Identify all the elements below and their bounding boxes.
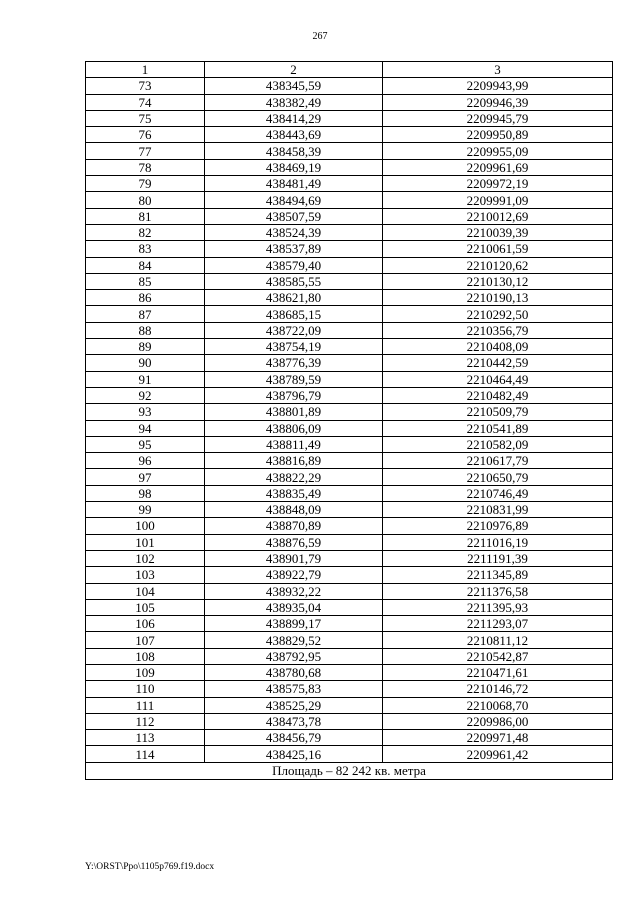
y-coordinate-cell: 2210617,79 bbox=[383, 453, 613, 469]
x-coordinate-cell: 438685,15 bbox=[205, 306, 383, 322]
header-cell-y: 3 bbox=[383, 62, 613, 78]
x-coordinate-cell: 438901,79 bbox=[205, 550, 383, 566]
x-coordinate-cell: 438922,79 bbox=[205, 567, 383, 583]
table-row bbox=[86, 339, 613, 355]
point-number-cell: 105 bbox=[86, 599, 205, 615]
y-coordinate-cell: 2210509,79 bbox=[383, 404, 613, 420]
point-number-cell: 93 bbox=[86, 404, 205, 420]
x-coordinate-cell: 438876,59 bbox=[205, 534, 383, 550]
file-path-footer: Y:\ORST\Ppo\1105p769.f19.docx bbox=[85, 862, 215, 872]
x-coordinate-cell: 438585,55 bbox=[205, 273, 383, 289]
table-row bbox=[86, 127, 613, 143]
x-coordinate-cell: 438579,40 bbox=[205, 257, 383, 273]
table-row bbox=[86, 502, 613, 518]
x-coordinate-cell: 438754,19 bbox=[205, 339, 383, 355]
table-row bbox=[86, 518, 613, 534]
point-number-cell: 83 bbox=[86, 241, 205, 257]
x-coordinate-cell: 438935,04 bbox=[205, 599, 383, 615]
point-number-cell: 84 bbox=[86, 257, 205, 273]
y-coordinate-cell: 2209943,99 bbox=[383, 78, 613, 94]
table-row bbox=[86, 713, 613, 729]
y-coordinate-cell: 2210130,12 bbox=[383, 273, 613, 289]
x-coordinate-cell: 438932,22 bbox=[205, 583, 383, 599]
table-row bbox=[86, 550, 613, 566]
y-coordinate-cell: 2210471,61 bbox=[383, 664, 613, 680]
point-number-cell: 76 bbox=[86, 127, 205, 143]
x-coordinate-cell: 438806,09 bbox=[205, 420, 383, 436]
table-row bbox=[86, 273, 613, 289]
point-number-cell: 74 bbox=[86, 94, 205, 110]
table-row bbox=[86, 224, 613, 240]
x-coordinate-cell: 438525,29 bbox=[205, 697, 383, 713]
table-row bbox=[86, 110, 613, 126]
x-coordinate-cell: 438835,49 bbox=[205, 485, 383, 501]
x-coordinate-cell: 438801,89 bbox=[205, 404, 383, 420]
table-row bbox=[86, 648, 613, 664]
y-coordinate-cell: 2209991,09 bbox=[383, 192, 613, 208]
table-row bbox=[86, 599, 613, 615]
header-cell-point-number: 1 bbox=[86, 62, 205, 78]
y-coordinate-cell: 2210976,89 bbox=[383, 518, 613, 534]
table-row bbox=[86, 469, 613, 485]
table-row bbox=[86, 730, 613, 746]
point-number-cell: 97 bbox=[86, 469, 205, 485]
table-row bbox=[86, 192, 613, 208]
y-coordinate-cell: 2210541,89 bbox=[383, 420, 613, 436]
y-coordinate-cell: 2210831,99 bbox=[383, 502, 613, 518]
point-number-cell: 73 bbox=[86, 78, 205, 94]
y-coordinate-cell: 2210482,49 bbox=[383, 387, 613, 403]
y-coordinate-cell: 2210464,49 bbox=[383, 371, 613, 387]
table-row bbox=[86, 453, 613, 469]
x-coordinate-cell: 438796,79 bbox=[205, 387, 383, 403]
x-coordinate-cell: 438870,89 bbox=[205, 518, 383, 534]
point-number-cell: 91 bbox=[86, 371, 205, 387]
table-row bbox=[86, 697, 613, 713]
point-number-cell: 109 bbox=[86, 664, 205, 680]
x-coordinate-cell: 438789,59 bbox=[205, 371, 383, 387]
x-coordinate-cell: 438899,17 bbox=[205, 616, 383, 632]
x-coordinate-cell: 438792,95 bbox=[205, 648, 383, 664]
x-coordinate-cell: 438822,29 bbox=[205, 469, 383, 485]
table-header-row bbox=[86, 62, 613, 78]
x-coordinate-cell: 438848,09 bbox=[205, 502, 383, 518]
y-coordinate-cell: 2210442,59 bbox=[383, 355, 613, 371]
y-coordinate-cell: 2210292,50 bbox=[383, 306, 613, 322]
x-coordinate-cell: 438414,29 bbox=[205, 110, 383, 126]
point-number-cell: 111 bbox=[86, 697, 205, 713]
y-coordinate-cell: 2210408,09 bbox=[383, 339, 613, 355]
x-coordinate-cell: 438425,16 bbox=[205, 746, 383, 762]
point-number-cell: 113 bbox=[86, 730, 205, 746]
y-coordinate-cell: 2209971,48 bbox=[383, 730, 613, 746]
point-number-cell: 85 bbox=[86, 273, 205, 289]
x-coordinate-cell: 438811,49 bbox=[205, 436, 383, 452]
header-cell-x: 2 bbox=[205, 62, 383, 78]
point-number-cell: 104 bbox=[86, 583, 205, 599]
y-coordinate-cell: 2210542,87 bbox=[383, 648, 613, 664]
point-number-cell: 77 bbox=[86, 143, 205, 159]
point-number-cell: 100 bbox=[86, 518, 205, 534]
table-row bbox=[86, 241, 613, 257]
point-number-cell: 89 bbox=[86, 339, 205, 355]
table-row bbox=[86, 322, 613, 338]
x-coordinate-cell: 438829,52 bbox=[205, 632, 383, 648]
point-number-cell: 88 bbox=[86, 322, 205, 338]
y-coordinate-cell: 2211395,93 bbox=[383, 599, 613, 615]
point-number-cell: 92 bbox=[86, 387, 205, 403]
x-coordinate-cell: 438780,68 bbox=[205, 664, 383, 680]
x-coordinate-cell: 438524,39 bbox=[205, 224, 383, 240]
x-coordinate-cell: 438816,89 bbox=[205, 453, 383, 469]
point-number-cell: 101 bbox=[86, 534, 205, 550]
y-coordinate-cell: 2209986,00 bbox=[383, 713, 613, 729]
point-number-cell: 103 bbox=[86, 567, 205, 583]
point-number-cell: 107 bbox=[86, 632, 205, 648]
x-coordinate-cell: 438494,69 bbox=[205, 192, 383, 208]
x-coordinate-cell: 438575,83 bbox=[205, 681, 383, 697]
table-row bbox=[86, 78, 613, 94]
y-coordinate-cell: 2210582,09 bbox=[383, 436, 613, 452]
table-row bbox=[86, 632, 613, 648]
x-coordinate-cell: 438345,59 bbox=[205, 78, 383, 94]
y-coordinate-cell: 2209961,42 bbox=[383, 746, 613, 762]
point-number-cell: 112 bbox=[86, 713, 205, 729]
table-row bbox=[86, 257, 613, 273]
y-coordinate-cell: 2211016,19 bbox=[383, 534, 613, 550]
coordinates-table-body bbox=[86, 62, 613, 780]
y-coordinate-cell: 2211191,39 bbox=[383, 550, 613, 566]
point-number-cell: 108 bbox=[86, 648, 205, 664]
table-row bbox=[86, 664, 613, 680]
y-coordinate-cell: 2211376,58 bbox=[383, 583, 613, 599]
y-coordinate-cell: 2210068,70 bbox=[383, 697, 613, 713]
table-row bbox=[86, 290, 613, 306]
table-row bbox=[86, 94, 613, 110]
table-row bbox=[86, 355, 613, 371]
point-number-cell: 86 bbox=[86, 290, 205, 306]
table-row bbox=[86, 534, 613, 550]
point-number-cell: 90 bbox=[86, 355, 205, 371]
y-coordinate-cell: 2210811,12 bbox=[383, 632, 613, 648]
point-number-cell: 80 bbox=[86, 192, 205, 208]
x-coordinate-cell: 438469,19 bbox=[205, 159, 383, 175]
table-row bbox=[86, 681, 613, 697]
x-coordinate-cell: 438458,39 bbox=[205, 143, 383, 159]
x-coordinate-cell: 438382,49 bbox=[205, 94, 383, 110]
y-coordinate-cell: 2210012,69 bbox=[383, 208, 613, 224]
y-coordinate-cell: 2210650,79 bbox=[383, 469, 613, 485]
point-number-cell: 95 bbox=[86, 436, 205, 452]
x-coordinate-cell: 438722,09 bbox=[205, 322, 383, 338]
table-row bbox=[86, 371, 613, 387]
y-coordinate-cell: 2210746,49 bbox=[383, 485, 613, 501]
point-number-cell: 99 bbox=[86, 502, 205, 518]
coordinates-table bbox=[85, 61, 613, 780]
y-coordinate-cell: 2209955,09 bbox=[383, 143, 613, 159]
table-row bbox=[86, 436, 613, 452]
y-coordinate-cell: 2209950,89 bbox=[383, 127, 613, 143]
point-number-cell: 106 bbox=[86, 616, 205, 632]
table-row bbox=[86, 387, 613, 403]
x-coordinate-cell: 438443,69 bbox=[205, 127, 383, 143]
table-row bbox=[86, 616, 613, 632]
y-coordinate-cell: 2209972,19 bbox=[383, 176, 613, 192]
point-number-cell: 96 bbox=[86, 453, 205, 469]
point-number-cell: 81 bbox=[86, 208, 205, 224]
table-row bbox=[86, 143, 613, 159]
y-coordinate-cell: 2210356,79 bbox=[383, 322, 613, 338]
point-number-cell: 98 bbox=[86, 485, 205, 501]
point-number-cell: 82 bbox=[86, 224, 205, 240]
y-coordinate-cell: 2209946,39 bbox=[383, 94, 613, 110]
point-number-cell: 79 bbox=[86, 176, 205, 192]
x-coordinate-cell: 438456,79 bbox=[205, 730, 383, 746]
x-coordinate-cell: 438621,80 bbox=[205, 290, 383, 306]
table-row bbox=[86, 404, 613, 420]
x-coordinate-cell: 438481,49 bbox=[205, 176, 383, 192]
x-coordinate-cell: 438507,59 bbox=[205, 208, 383, 224]
y-coordinate-cell: 2211345,89 bbox=[383, 567, 613, 583]
page-number: 267 bbox=[312, 31, 328, 42]
table-row bbox=[86, 420, 613, 436]
y-coordinate-cell: 2211293,07 bbox=[383, 616, 613, 632]
y-coordinate-cell: 2209961,69 bbox=[383, 159, 613, 175]
point-number-cell: 110 bbox=[86, 681, 205, 697]
point-number-cell: 102 bbox=[86, 550, 205, 566]
table-row bbox=[86, 567, 613, 583]
table-row bbox=[86, 746, 613, 762]
y-coordinate-cell: 2209945,79 bbox=[383, 110, 613, 126]
table-row bbox=[86, 583, 613, 599]
y-coordinate-cell: 2210120,62 bbox=[383, 257, 613, 273]
table-row bbox=[86, 208, 613, 224]
x-coordinate-cell: 438776,39 bbox=[205, 355, 383, 371]
point-number-cell: 114 bbox=[86, 746, 205, 762]
area-summary-row bbox=[86, 762, 613, 779]
table-row bbox=[86, 306, 613, 322]
table-row bbox=[86, 176, 613, 192]
area-summary-cell: Площадь – 82 242 кв. метра bbox=[86, 762, 613, 779]
table-row bbox=[86, 159, 613, 175]
point-number-cell: 87 bbox=[86, 306, 205, 322]
y-coordinate-cell: 2210146,72 bbox=[383, 681, 613, 697]
point-number-cell: 78 bbox=[86, 159, 205, 175]
y-coordinate-cell: 2210039,39 bbox=[383, 224, 613, 240]
y-coordinate-cell: 2210061,59 bbox=[383, 241, 613, 257]
x-coordinate-cell: 438537,89 bbox=[205, 241, 383, 257]
y-coordinate-cell: 2210190,13 bbox=[383, 290, 613, 306]
table-row bbox=[86, 485, 613, 501]
point-number-cell: 75 bbox=[86, 110, 205, 126]
point-number-cell: 94 bbox=[86, 420, 205, 436]
x-coordinate-cell: 438473,78 bbox=[205, 713, 383, 729]
